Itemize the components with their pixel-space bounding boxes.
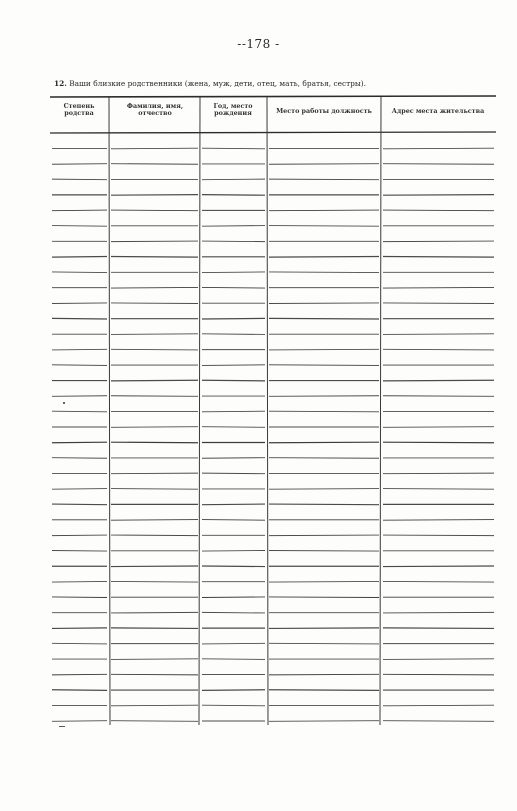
row-line bbox=[383, 520, 494, 521]
row-line bbox=[111, 303, 198, 304]
row-line bbox=[383, 612, 494, 613]
row-line bbox=[269, 721, 379, 722]
table-top-border bbox=[50, 96, 496, 97]
column-header-full-name-line1: Фамилия, имя, bbox=[126, 102, 184, 110]
row-line bbox=[52, 164, 107, 165]
row-line bbox=[52, 365, 107, 366]
row-line bbox=[269, 256, 379, 257]
row-line bbox=[202, 365, 265, 366]
row-line bbox=[269, 535, 379, 536]
column-divider bbox=[380, 97, 381, 725]
row-line bbox=[269, 365, 379, 366]
row-line bbox=[269, 179, 379, 180]
column-header-workplace bbox=[268, 108, 380, 115]
row-line bbox=[111, 489, 198, 490]
row-line bbox=[269, 628, 379, 629]
row-line bbox=[111, 581, 198, 582]
column-header-birth-line1: Год, место bbox=[213, 102, 253, 110]
column-header-full-name bbox=[110, 103, 200, 117]
row-line bbox=[383, 287, 494, 288]
row-line bbox=[111, 566, 198, 567]
row-line bbox=[269, 597, 379, 598]
row-line bbox=[383, 659, 494, 660]
page-number: --178 - bbox=[237, 37, 280, 51]
row-line bbox=[202, 504, 265, 505]
row-line bbox=[111, 380, 198, 381]
row-line bbox=[111, 287, 198, 288]
row-line bbox=[52, 272, 107, 273]
row-line bbox=[52, 690, 107, 691]
row-line bbox=[202, 643, 265, 644]
row-line bbox=[52, 256, 107, 257]
row-line bbox=[52, 489, 107, 490]
row-line bbox=[52, 643, 107, 644]
scan-speck bbox=[63, 402, 65, 404]
row-line bbox=[111, 612, 198, 613]
row-line bbox=[52, 396, 107, 397]
row-line bbox=[52, 442, 107, 443]
row-line bbox=[269, 550, 379, 551]
row-line bbox=[111, 210, 198, 211]
row-line bbox=[111, 442, 198, 443]
row-line bbox=[202, 226, 265, 227]
row-line bbox=[202, 705, 265, 706]
row-line bbox=[111, 535, 198, 536]
row-line bbox=[52, 210, 107, 211]
column-header-full-name-line2: отчество bbox=[138, 109, 172, 117]
row-line bbox=[383, 210, 494, 211]
row-line bbox=[111, 674, 198, 675]
row-line bbox=[383, 195, 494, 196]
row-line bbox=[383, 674, 494, 675]
row-line bbox=[383, 380, 494, 381]
row-line bbox=[52, 721, 107, 722]
row-line bbox=[202, 272, 265, 273]
column-header-address bbox=[380, 108, 496, 115]
row-line bbox=[383, 241, 494, 242]
row-line bbox=[269, 411, 379, 412]
row-line bbox=[52, 226, 107, 227]
row-line bbox=[202, 334, 265, 335]
row-line bbox=[111, 349, 198, 350]
row-line bbox=[52, 535, 107, 536]
row-line bbox=[111, 705, 198, 706]
row-line bbox=[202, 550, 265, 551]
row-line bbox=[269, 690, 379, 691]
row-line bbox=[52, 628, 107, 629]
row-line bbox=[202, 427, 265, 428]
row-line bbox=[52, 179, 107, 180]
column-header-workplace-line1: Место работы должность bbox=[276, 107, 372, 115]
row-line bbox=[383, 489, 494, 490]
row-line bbox=[269, 458, 379, 459]
column-header-relation bbox=[50, 103, 108, 117]
row-line bbox=[202, 597, 265, 598]
row-line bbox=[202, 148, 265, 149]
section-number: 12. bbox=[54, 79, 67, 88]
relatives-table bbox=[50, 95, 496, 725]
row-line bbox=[52, 318, 107, 319]
row-line bbox=[202, 690, 265, 691]
row-line bbox=[269, 318, 379, 319]
row-line bbox=[383, 721, 494, 722]
row-line bbox=[202, 287, 265, 288]
row-line bbox=[383, 427, 494, 428]
row-line bbox=[269, 643, 379, 644]
row-line bbox=[111, 659, 198, 660]
row-line bbox=[52, 504, 107, 505]
row-line bbox=[111, 721, 198, 722]
row-line bbox=[383, 303, 494, 304]
row-line bbox=[111, 256, 198, 257]
row-line bbox=[269, 489, 379, 490]
row-line bbox=[383, 535, 494, 536]
row-line bbox=[111, 164, 198, 165]
row-line bbox=[269, 210, 379, 211]
row-line bbox=[111, 628, 198, 629]
column-divider bbox=[109, 97, 110, 725]
section-text: Ваши близкие родственники (жена, муж, дети, отец, мать, братья, сестры). bbox=[69, 79, 367, 88]
row-line bbox=[111, 334, 198, 335]
row-line bbox=[202, 318, 265, 319]
row-line bbox=[202, 380, 265, 381]
row-line bbox=[383, 349, 494, 350]
row-line bbox=[111, 473, 198, 474]
row-line bbox=[111, 195, 198, 196]
row-line bbox=[383, 628, 494, 629]
row-line bbox=[111, 148, 198, 149]
row-line bbox=[202, 520, 265, 521]
row-line bbox=[383, 581, 494, 582]
column-header-birth-line2: рождения bbox=[214, 109, 252, 117]
row-line bbox=[111, 427, 198, 428]
row-line bbox=[111, 396, 198, 397]
row-line bbox=[202, 241, 265, 242]
row-line bbox=[269, 303, 379, 304]
column-header-relation-line2: родства bbox=[64, 109, 94, 117]
row-line bbox=[383, 566, 494, 567]
row-line bbox=[269, 442, 379, 443]
column-divider bbox=[267, 97, 268, 725]
row-line bbox=[383, 334, 494, 335]
row-line bbox=[202, 659, 265, 660]
row-line bbox=[52, 458, 107, 459]
row-line bbox=[383, 164, 494, 165]
header-bottom-border bbox=[50, 132, 496, 133]
scan-mark bbox=[59, 726, 65, 727]
row-line bbox=[202, 411, 265, 412]
column-header-relation-line1: Степень bbox=[63, 102, 95, 110]
row-line bbox=[202, 612, 265, 613]
row-line bbox=[202, 473, 265, 474]
row-line bbox=[269, 226, 379, 227]
row-line bbox=[269, 164, 379, 165]
column-header-address-line1: Адрес места жительства bbox=[391, 107, 485, 115]
row-line bbox=[202, 195, 265, 196]
row-line bbox=[383, 256, 494, 257]
row-line bbox=[383, 442, 494, 443]
row-line bbox=[52, 550, 107, 551]
row-line bbox=[269, 581, 379, 582]
row-line bbox=[202, 566, 265, 567]
row-line bbox=[111, 520, 198, 521]
row-line bbox=[52, 411, 107, 412]
row-line bbox=[52, 597, 107, 598]
row-line bbox=[202, 179, 265, 180]
row-line bbox=[52, 303, 107, 304]
column-header-birth bbox=[200, 103, 266, 117]
column-divider bbox=[199, 97, 200, 725]
row-line bbox=[383, 396, 494, 397]
row-line bbox=[269, 349, 379, 350]
row-line bbox=[269, 396, 379, 397]
row-line bbox=[269, 504, 379, 505]
row-line bbox=[52, 674, 107, 675]
section-title bbox=[54, 79, 494, 88]
row-line bbox=[269, 272, 379, 273]
row-line bbox=[269, 674, 379, 675]
row-line bbox=[383, 473, 494, 474]
row-line bbox=[202, 458, 265, 459]
row-line bbox=[383, 705, 494, 706]
row-line bbox=[52, 349, 107, 350]
table-grid bbox=[50, 95, 496, 725]
row-line bbox=[111, 241, 198, 242]
row-line bbox=[52, 581, 107, 582]
row-line bbox=[383, 148, 494, 149]
